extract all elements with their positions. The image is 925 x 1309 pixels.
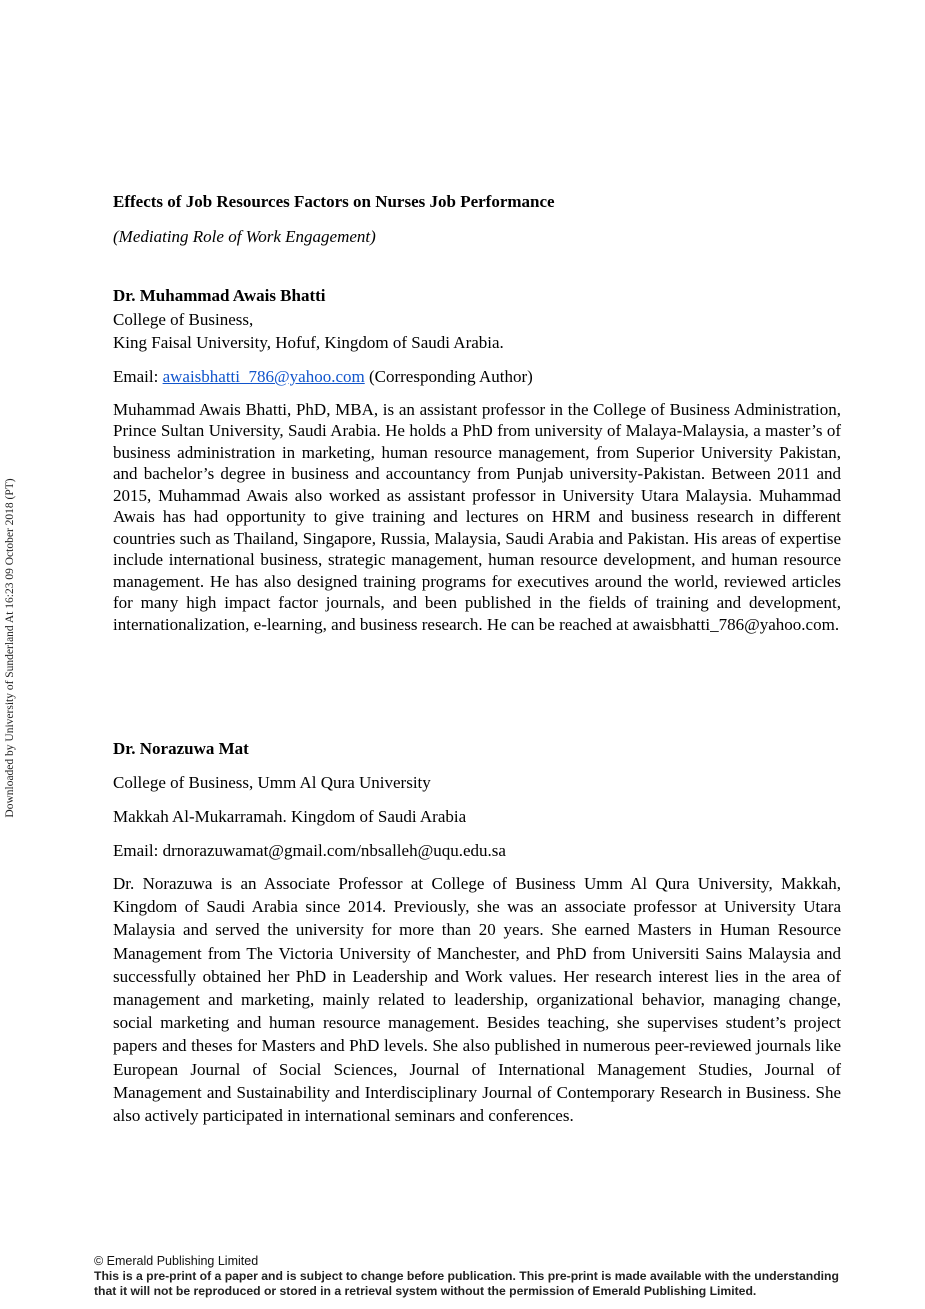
author1-affiliation-1: College of Business, [113, 310, 254, 329]
author1-email-note: (Corresponding Author) [364, 367, 533, 386]
author1-bio: Muhammad Awais Bhatti, PhD, MBA, is an assistant professor in the College of Business Administration, Prince Sultan University, Saudi Arabia. He holds a PhD from university of Malaya-Malaysia, a master’s of business administration in marketing, human resource management, from Superior University Pakistan, and bachelor’s degree in business and accountancy from Punjab university-Pakistan. Between 2011 and 2015, Muhammad Awais also worked as assistant professor in University Utara Malaysia. Muhammad Awais has had opportunity to give training and lectures on HRM and business research in different countries such as Thailand, Singapore, Russia, Malaysia, Saudi Arabia and Pakistan. His areas of expertise include international business, strategic management, human resource development, and human resource management. He has also designed training programs for executives around the world, reviewed articles for many high impact factor journals, and been published in the fields of training and development, internationalization, e-learning, and business research. He can be reached at awaisbhatti_786@yahoo.com. [113, 400, 841, 634]
author1-email-label: Email: [113, 367, 163, 386]
author1-email-link[interactable]: awaisbhatti_786@yahoo.com [162, 367, 365, 386]
download-note-text: Downloaded by University of Sunderland At 16:23 09 October 2018 (PT) [4, 478, 16, 818]
author1-name: Dr. Muhammad Awais Bhatti [113, 286, 326, 305]
author2-affiliation-1: College of Business, Umm Al Qura University [113, 773, 431, 792]
author2-bio: Dr. Norazuwa is an Associate Professor at College of Business Umm Al Qura University, Makkah, Kingdom of Saudi Arabia since 2014. Previously, she was an associate professor at University Utara Malaysia and served the university for more than 20 years. She earned Masters in Human Resource Management from The Victoria University of Manchester, and PhD from Universiti Sains Malaysia and successfully obtained her PhD in Leadership and Work values. Her research interest lies in the area of management and marketing, mainly related to leadership, organizational behavior, managing change, social marketing and human resource management. Besides teaching, she supervises student’s project papers and theses for Masters and PhD levels. She also published in numerous peer-reviewed journals like European Journal of Social Sciences, Journal of International Management Studies, Journal of Management and Sustainability and Interdisciplinary Journal of Contemporary Research in Business. She also actively participated in international seminars and conferences. [113, 874, 841, 1126]
preprint-notice-2: that it will not be reproduced or stored in a retrieval system without the permission of Emerald Publishing Limited. [94, 1284, 757, 1298]
author2-name: Dr. Norazuwa Mat [113, 739, 249, 758]
author2-email: Email: drnorazuwamat@gmail.com/nbsalleh@uqu.edu.sa [113, 841, 506, 860]
publisher-name: © Emerald Publishing Limited [94, 1254, 259, 1268]
author2-affiliation-2: Makkah Al-Mukarramah. Kingdom of Saudi Arabia [113, 807, 467, 826]
preprint-notice-1: This is a pre-print of a paper and is subject to change before publication. This pre-print is made available with the understanding [94, 1269, 839, 1283]
author1-affiliation-2: King Faisal University, Hofuf, Kingdom of Saudi Arabia. [113, 333, 504, 352]
paper-title: Effects of Job Resources Factors on Nurses Job Performance [113, 192, 555, 211]
author1-email-line [113, 366, 533, 387]
paper-subtitle: (Mediating Role of Work Engagement) [113, 227, 376, 246]
publisher-footer [94, 1254, 894, 1299]
